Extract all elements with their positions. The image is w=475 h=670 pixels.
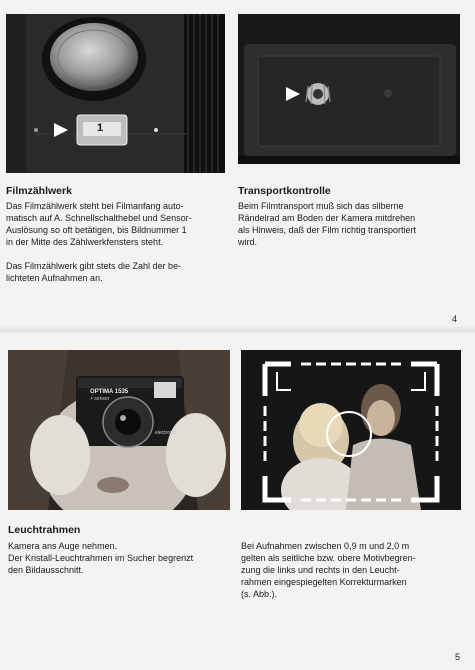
bright-frame-paragraph: Kamera ans Auge nehmen. Der Kristall-Leuchtrahmen im Sucher begrenzt den Bildausschnitt. — [8, 541, 194, 575]
transport-control-paragraph: Beim Filmtransport muß sich das silberne Rändelrad am Boden der Kamera mitdrehen als Hinweis, daß der Film richtig transportiert wird. — [238, 201, 417, 247]
camera-flash-label: electronic — [155, 430, 177, 436]
film-counter-digit: 1 — [97, 122, 104, 134]
film-counter-paragraph-1: Das Filmzählwerk steht bei Filmanfang auto- matisch auf A. Schnellschalthebel und Sensor- Auslösung so oft betätigen, bis Bildnummer 1 in der Mitte des Zählwerkfensters steht. — [6, 201, 192, 247]
viewfinder-frame-photo — [241, 350, 461, 510]
film-counter-photo — [6, 14, 225, 173]
film-counter-heading: Filmzählwerk — [6, 185, 72, 197]
bright-frame-heading: Leuchtrahmen — [8, 524, 81, 536]
camera-at-eye-photo — [8, 350, 230, 510]
transport-control-heading: Transportkontrolle — [238, 185, 331, 197]
film-counter-paragraph-2: Das Filmzählwerk gibt stets die Zahl der be- lichteten Aufnahmen an. — [6, 261, 182, 283]
transport-control-photo — [238, 14, 460, 164]
page-number-bottom: 5 — [455, 652, 461, 662]
camera-brand-label: OPTIMA 1535 — [90, 389, 129, 395]
correction-marks-paragraph: Bei Aufnahmen zwischen 0,9 m und 2,0 m gelten als seitliche bzw. obere Motivbegren- zung die links und rechts in den Leucht- rahmen eingespiegelten Korrekturmarken (s. Abb.). — [241, 541, 416, 599]
page-number-top: 4 — [452, 314, 458, 324]
page-fold-divider — [0, 326, 475, 334]
camera-sub-label: + sensor — [90, 396, 110, 402]
